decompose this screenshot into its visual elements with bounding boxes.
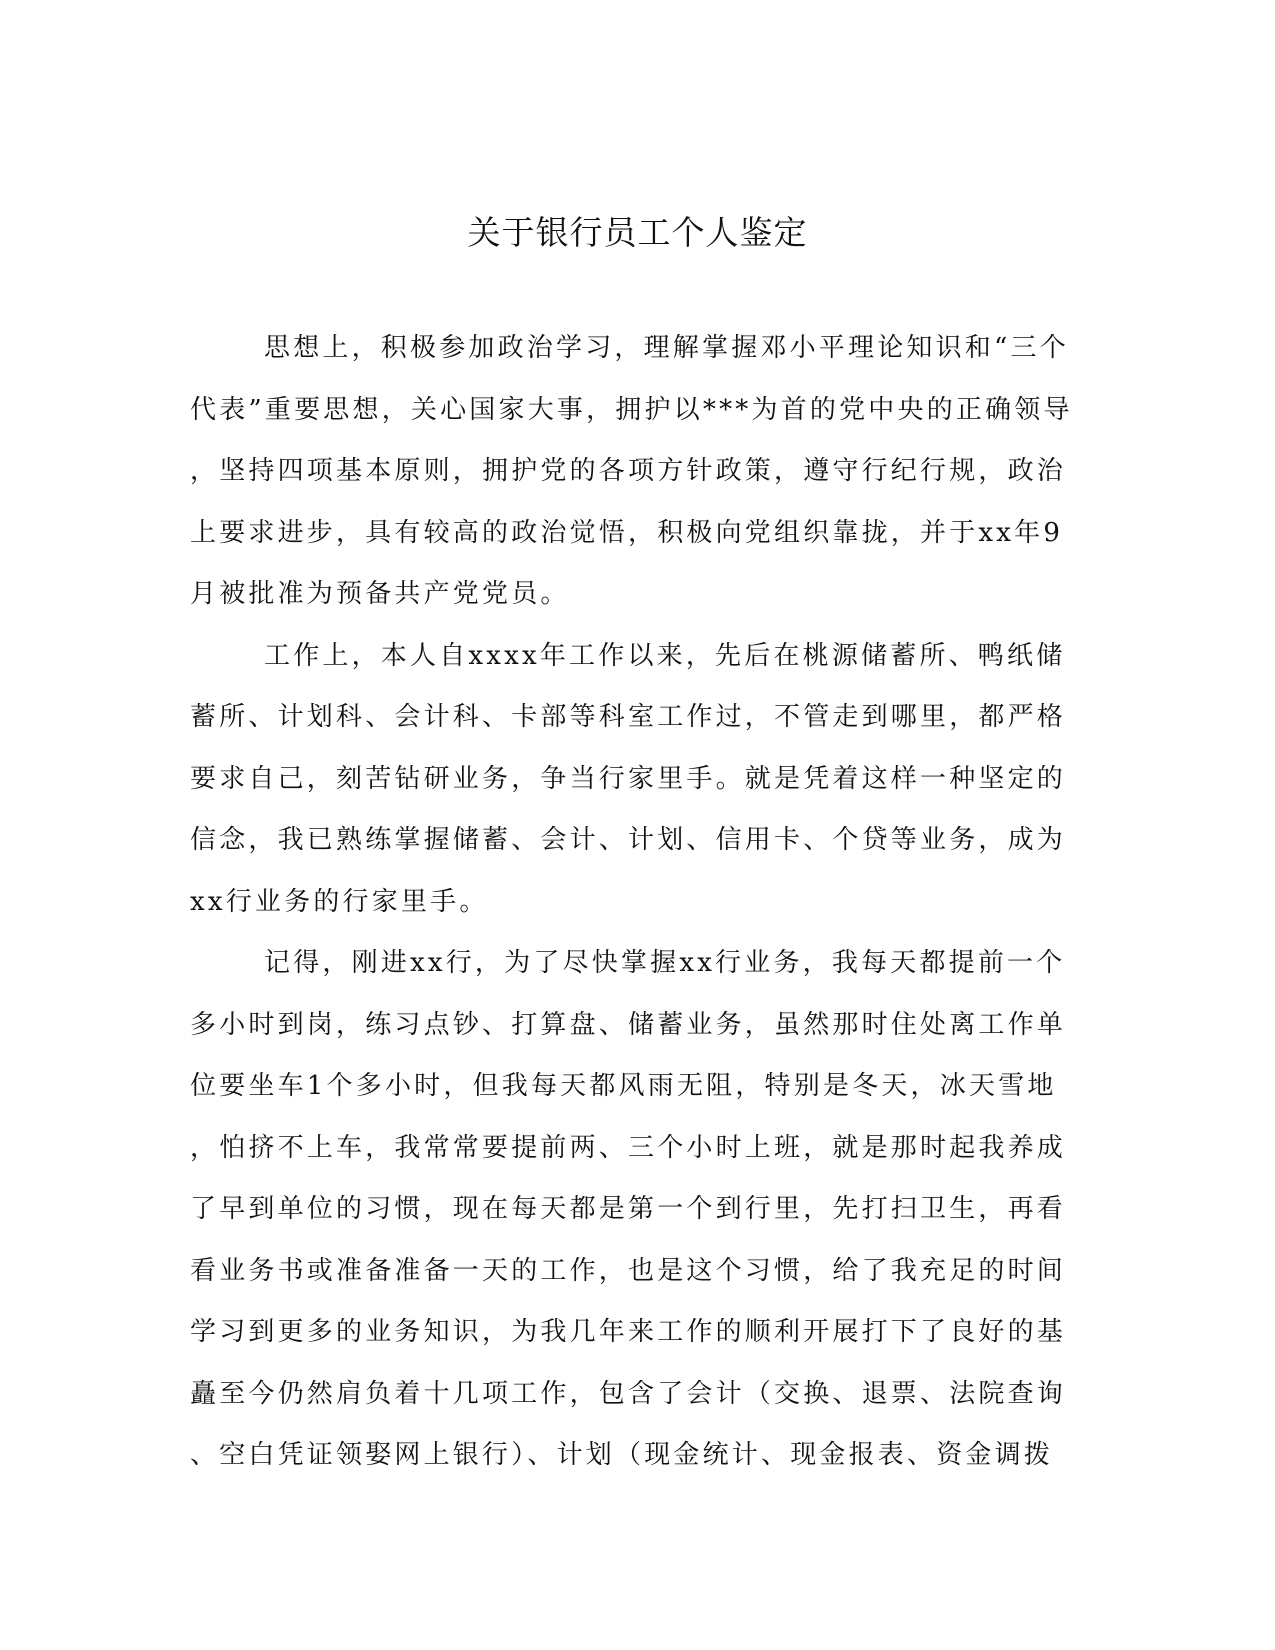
body-line: 上要求进步，具有较高的政治觉悟，积极向党组织靠拢，并于xx年9 [190,517,1064,548]
body-line: 矗至今仍然肩负着十几项工作，包含了会计（交换、退票、法院查询 [190,1378,1067,1409]
body-line: 月被批准为预备共产党党员。 [190,579,570,609]
body-line: 代表”重要思想，关心国家大事，拥护以***为首的党中央的正确领导 [190,394,1073,425]
body-line: 要求自己，刻苦钻研业务，争当行家里手。就是凭着这样一种坚定的 [190,763,1067,794]
body-line: 思想上，积极参加政治学习，理解掌握邓小平理论知识和“三个 [264,333,1069,363]
body-line: ，怕挤不上车，我常常要提前两、三个小时上班，就是那时起我养成 [190,1132,1067,1163]
body-line: xx行业务的行家里手。 [190,886,489,917]
body-line: 位要坐车1个多小时，但我每天都风雨无阻，特别是冬天，冰天雪地 [190,1071,1057,1101]
body-line: 记得，刚进xx行，为了尽快掌握xx行业务，我每天都提前一个 [264,948,1066,978]
body-line: ，坚持四项基本原则，拥护党的各项方针政策，遵守行纪行规，政治 [190,456,1067,486]
body-line: 工作上，本人自xxxx年工作以来，先后在桃源储蓄所、鸭纸储 [264,640,1066,671]
body-line: 多小时到岗，练习点钞、打算盘、储蓄业务，虽然那时住处离工作单 [190,1009,1067,1040]
body-line: 学习到更多的业务知识，为我几年来工作的顺利开展打下了良好的基 [190,1317,1067,1347]
body-line: 蓄所、计划科、会计科、卡部等科室工作过，不管走到哪里，都严格 [190,702,1067,732]
document-body [190,328,1090,1497]
body-line: 信念，我已熟练掌握储蓄、会计、计划、信用卡、个贷等业务，成为 [190,825,1067,855]
body-line: 看业务书或准备准备一天的工作，也是这个习惯，给了我充足的时间 [190,1255,1067,1286]
body-line: 、空白凭证领娶网上银行）、计划（现金统计、现金报表、资金调拨 [190,1440,1054,1470]
document-title: 关于银行员工个人鉴定 [467,213,808,252]
body-line: 了早到单位的习惯，现在每天都是第一个到行里，先打扫卫生，再看 [190,1194,1067,1224]
